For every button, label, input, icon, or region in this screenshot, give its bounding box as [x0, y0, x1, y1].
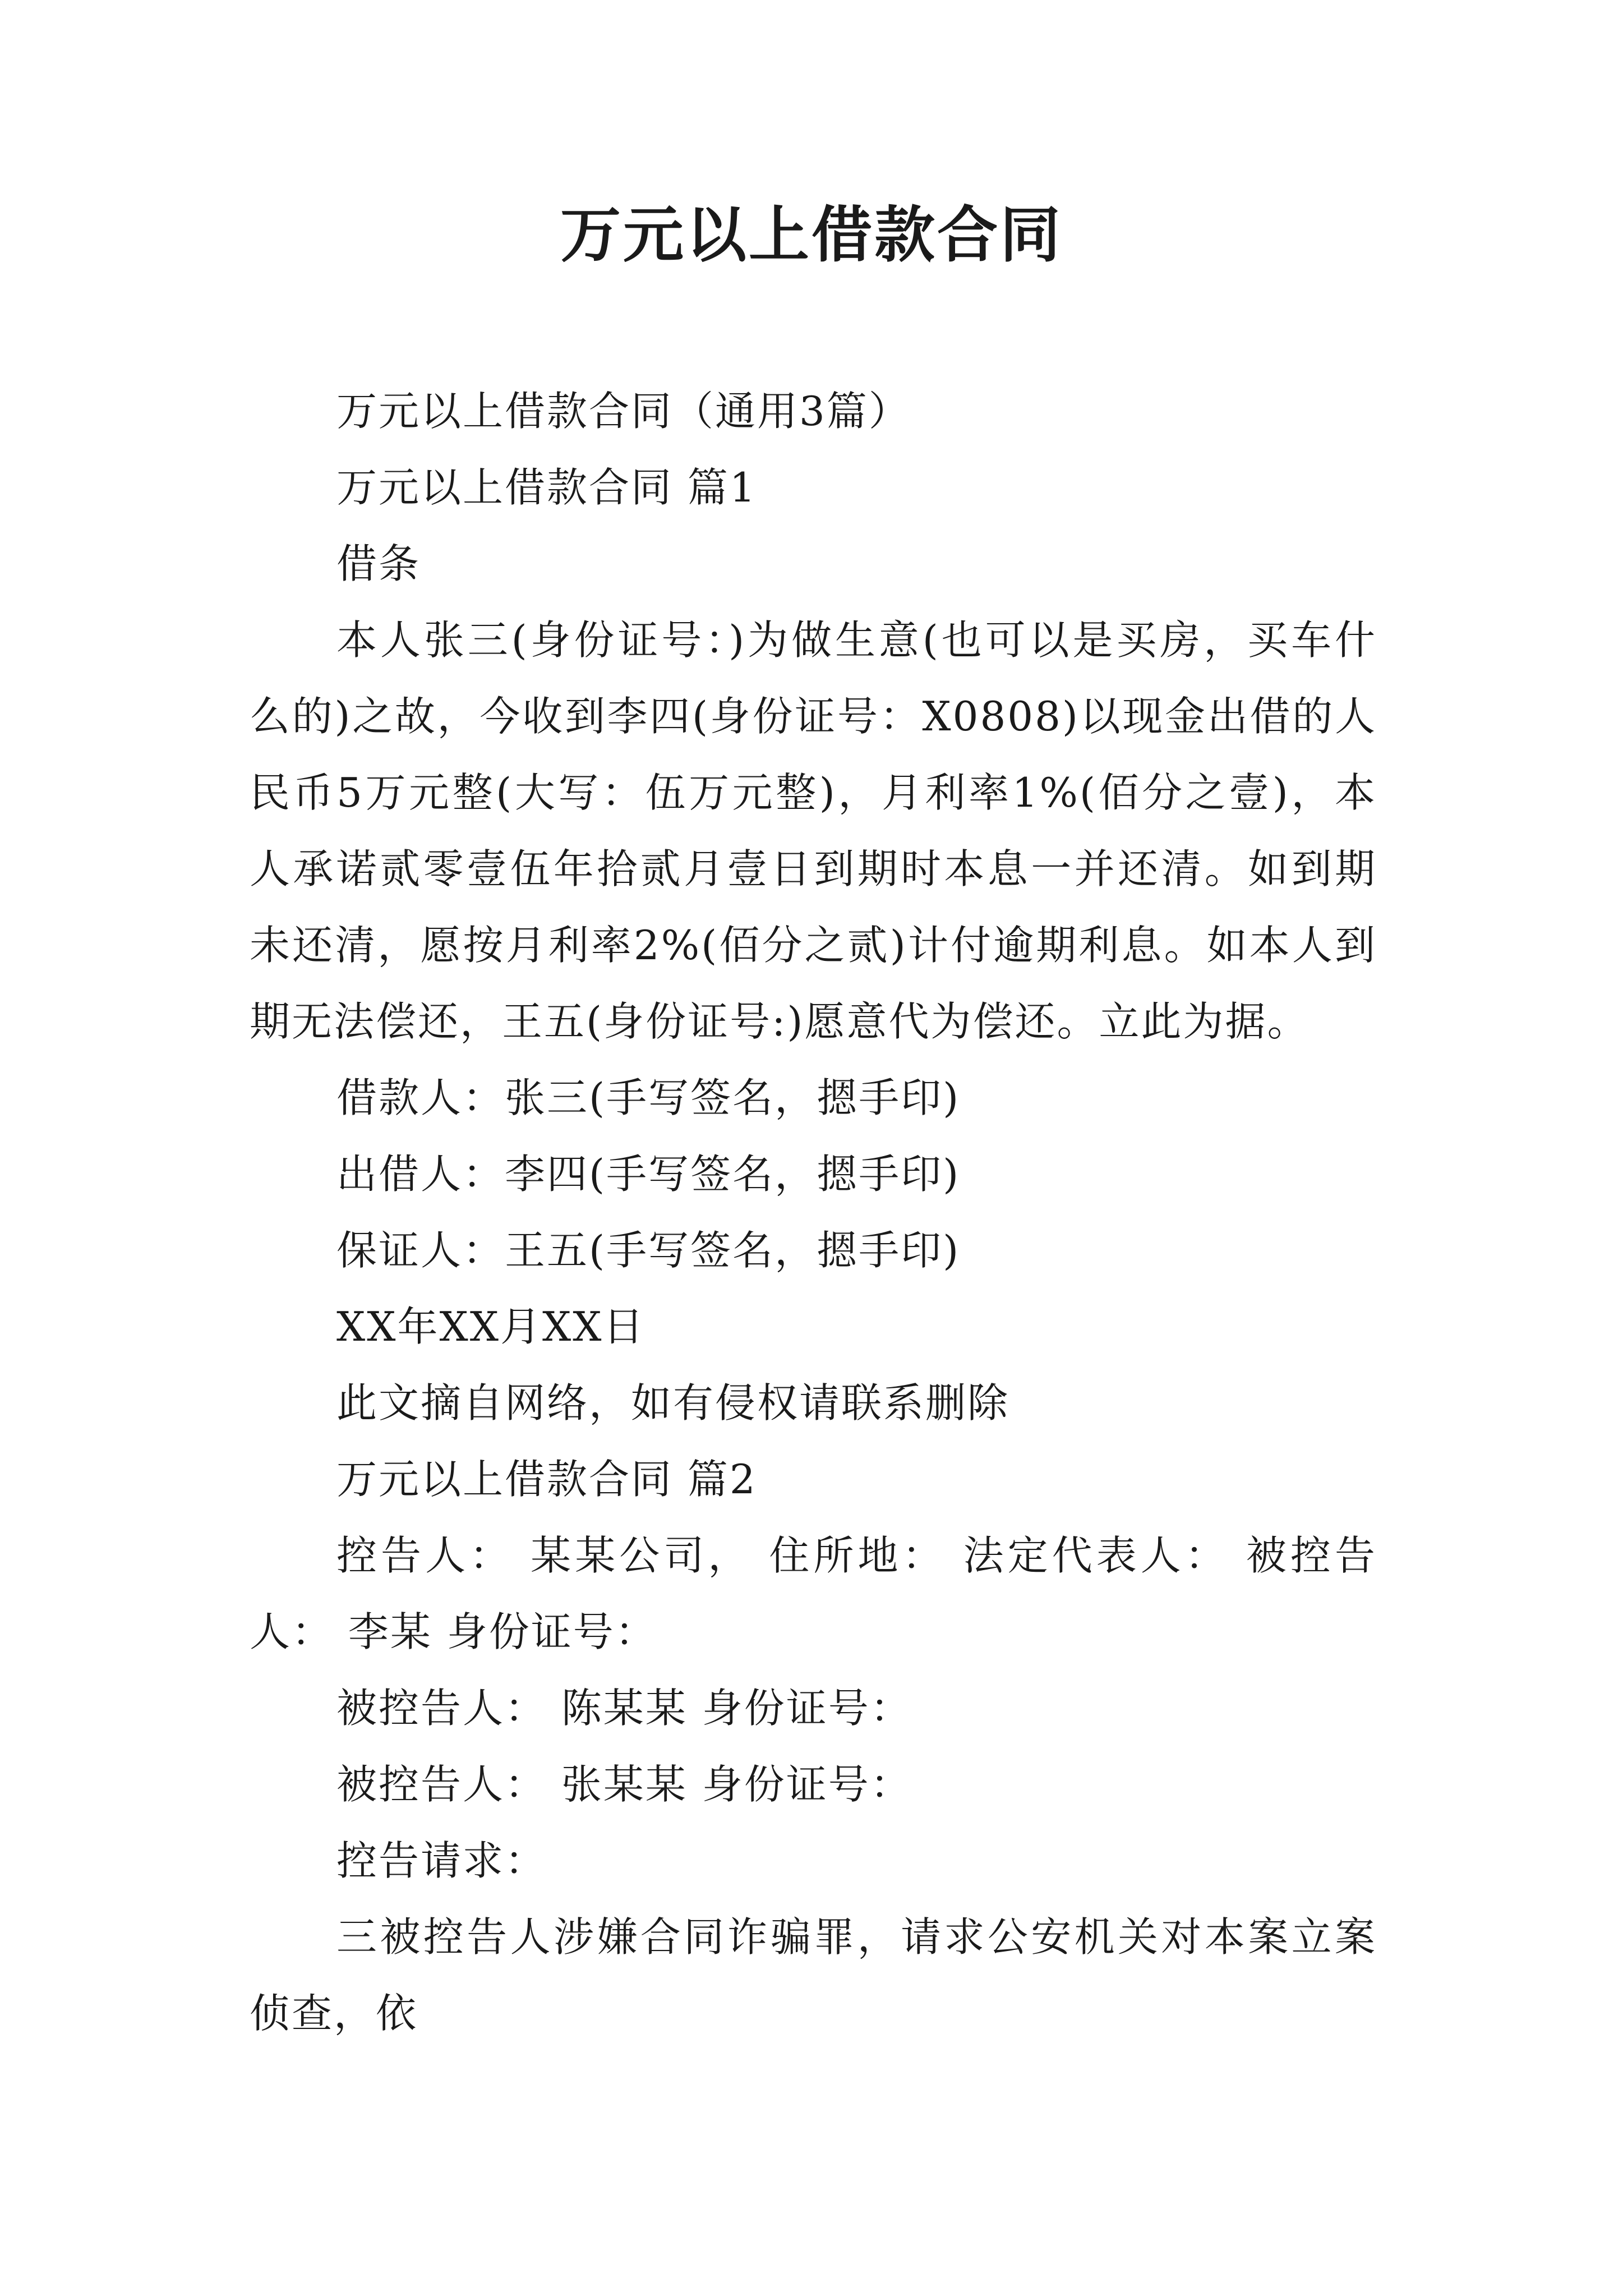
- date-line: XX年XX月XX日: [336, 1303, 645, 1350]
- subtitle-paragraph: 万元以上借款合同（通用3篇）: [336, 388, 911, 435]
- request-heading: 控告请求：: [336, 1837, 547, 1884]
- document-title: 万元以上借款合同: [560, 200, 1063, 270]
- iou-heading: 借条: [336, 540, 421, 587]
- guarantor-line: 保证人：王五(手写签名，摁手印): [336, 1227, 961, 1274]
- source-notice: 此文摘自网络，如有侵权请联系删除: [336, 1379, 1010, 1427]
- request-body-paragraph: 三被控告人涉嫌合同诈骗罪，请求公安机关对本案立案侦查，依: [250, 1913, 1377, 2037]
- lender-line: 出借人：李四(手写签名，摁手印): [336, 1151, 961, 1198]
- respondent-line-1: 被控告人： 陈某某 身份证号：: [336, 1685, 912, 1732]
- section-heading-2: 万元以上借款合同 篇2: [336, 1456, 757, 1503]
- respondent-line-2: 被控告人： 张某某 身份证号：: [336, 1761, 912, 1808]
- iou-body-paragraph: 本人张三(身份证号：)为做生意(也可以是买房，买车什么的)之故，今收到李四(身份证号：X0808)以现金出借的人民币5万元整(大写：伍万元整)，月利率1%(佰分之壹)，本人承诺贰零壹伍年拾贰月壹日到期时本息一并还清。如到期未还清，愿按月利率2%(佰分之贰)计付逾期利息。如本人到期无法偿还，王五(身份证号:)愿意代为偿还。立此为据。: [250, 616, 1377, 1045]
- complainant-paragraph: 控告人： 某某公司， 住所地： 法定代表人： 被控告人： 李某 身份证号：: [250, 1532, 1377, 1655]
- section-heading-1: 万元以上借款合同 篇1: [336, 464, 757, 511]
- borrower-line: 借款人：张三(手写签名，摁手印): [336, 1074, 961, 1121]
- document-body: [250, 373, 1377, 2051]
